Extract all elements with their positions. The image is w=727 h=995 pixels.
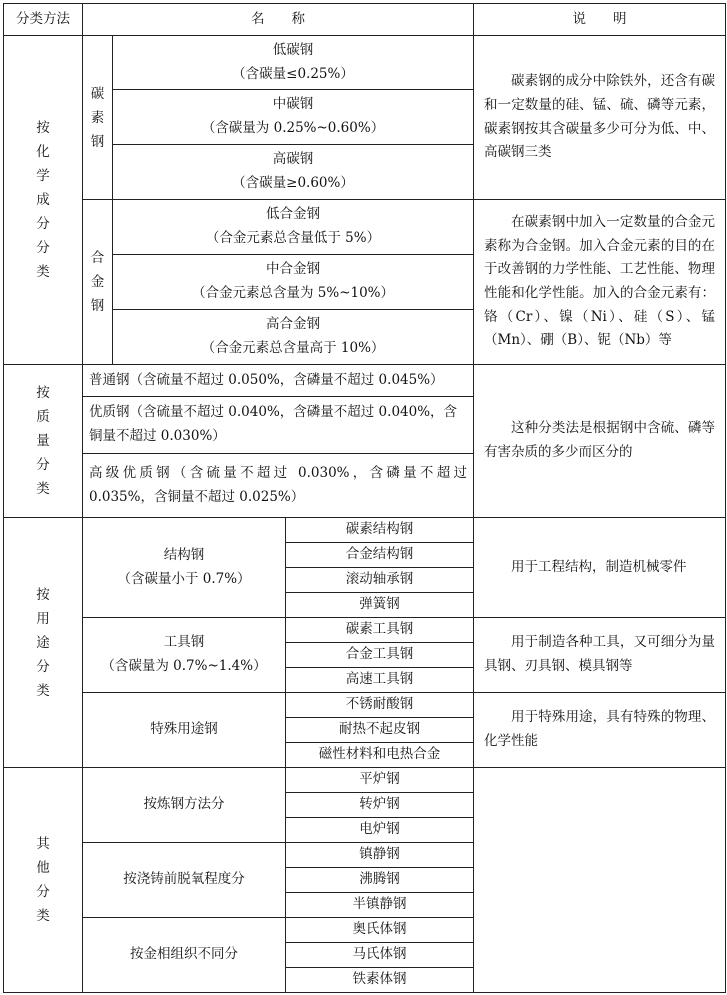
low-carbon-steel: 低碳钢 （含碳量≤0.25%） xyxy=(113,36,474,90)
list-item: 滚动轴承钢 xyxy=(286,568,474,593)
table-row xyxy=(4,200,726,255)
smelting-method-group: 按炼钢方法分 xyxy=(83,768,286,843)
table-row xyxy=(4,768,726,793)
list-item: 平炉钢 xyxy=(286,768,474,793)
deoxidation-group: 按浇铸前脱氧程度分 xyxy=(83,843,286,918)
list-item: 合金结构钢 xyxy=(286,543,474,568)
alloy-steel-label: 合 金 钢 xyxy=(83,200,113,365)
high-carbon-steel: 高碳钢 （含碳量≥0.60%） xyxy=(113,145,474,200)
list-item: 马氏体钢 xyxy=(286,943,474,968)
tool-steel-note: 用于制造各种工具，又可细分为量具钢、刃具钢、模具钢等 xyxy=(474,618,726,693)
header-method: 分类方法 xyxy=(4,4,83,36)
medium-carbon-steel: 中碳钢 （含碳量为 0.25%~0.60%） xyxy=(113,90,474,145)
other-note-empty xyxy=(474,768,726,993)
alloy-steel-note: 在碳素钢中加入一定数量的合金元素称为合金钢。加入合金元素的目的在于改善钢的力学性能、工艺性能、物理性能和化学性能。加入的合金元素有：铬（Cr）、镍（Ni）、硅（S）、锰（Mn）、硼（B）、铌（Nb）等 xyxy=(474,200,726,365)
list-item: 磁性材料和电热合金 xyxy=(286,743,474,768)
list-item: 奥氏体钢 xyxy=(286,918,474,943)
method-composition: 按 化 学 成 分 分 类 xyxy=(4,36,83,365)
list-item: 高速工具钢 xyxy=(286,668,474,693)
carbon-steel-label: 碳 素 钢 xyxy=(83,36,113,200)
method-other: 其 他 分 类 xyxy=(4,768,83,993)
header-row xyxy=(4,4,726,36)
header-note: 说 明 xyxy=(474,4,726,36)
list-item: 碳素结构钢 xyxy=(286,518,474,543)
low-alloy-steel: 低合金钢 （合金元素总含量低于 5%） xyxy=(113,200,474,255)
list-item: 转炉钢 xyxy=(286,793,474,818)
list-item: 半镇静钢 xyxy=(286,893,474,918)
list-item: 电炉钢 xyxy=(286,818,474,843)
tool-steel: 工具钢 （含碳量为 0.7%~1.4%） xyxy=(83,618,286,693)
steel-classification-table xyxy=(3,3,726,993)
list-item: 耐热不起皮钢 xyxy=(286,718,474,743)
quality-premium-steel: 高级优质钢（含硫量不超过 0.030%，含磷量不超过 0.035%，含铜量不超过 0.025%） xyxy=(83,454,474,518)
quality-ordinary-steel: 普通钢（含硫量不超过 0.050%，含磷量不超过 0.045%） xyxy=(83,365,474,397)
structural-steel: 结构钢 （含碳量小于 0.7%） xyxy=(83,518,286,618)
quality-high-grade-steel: 优质钢（含硫量不超过 0.040%，含磷量不超过 0.040%，含铜量不超过 0.030%） xyxy=(83,397,474,454)
list-item: 铁素体钢 xyxy=(286,968,474,993)
list-item: 沸腾钢 xyxy=(286,868,474,893)
table-row xyxy=(4,365,726,397)
structural-steel-note: 用于工程结构，制造机械零件 xyxy=(474,518,726,618)
quality-note: 这种分类法是根据钢中含硫、磷等有害杂质的多少而区分的 xyxy=(474,365,726,518)
high-alloy-steel: 高合金钢 （合金元素总含量高于 10%） xyxy=(113,310,474,365)
special-purpose-note: 用于特殊用途，具有特殊的物理、化学性能 xyxy=(474,693,726,768)
table-row xyxy=(4,36,726,90)
metallographic-group: 按金相组织不同分 xyxy=(83,918,286,993)
list-item: 镇静钢 xyxy=(286,843,474,868)
carbon-steel-note: 碳素钢的成分中除铁外，还含有碳和一定数量的硅、锰、硫、磷等元素，碳素钢按其含碳量多少可分为低、中、高碳钢三类 xyxy=(474,36,726,200)
list-item: 不锈耐酸钢 xyxy=(286,693,474,718)
list-item: 弹簧钢 xyxy=(286,593,474,618)
special-purpose-steel: 特殊用途钢 xyxy=(83,693,286,768)
header-name: 名 称 xyxy=(83,4,474,36)
table-row xyxy=(4,618,726,643)
method-quality: 按 质 量 分 类 xyxy=(4,365,83,518)
table-row xyxy=(4,518,726,543)
medium-alloy-steel: 中合金钢 （合金元素总含量为 5%~10%） xyxy=(113,255,474,310)
list-item: 碳素工具钢 xyxy=(286,618,474,643)
method-usage: 按 用 途 分 类 xyxy=(4,518,83,768)
table-row xyxy=(4,693,726,718)
list-item: 合金工具钢 xyxy=(286,643,474,668)
